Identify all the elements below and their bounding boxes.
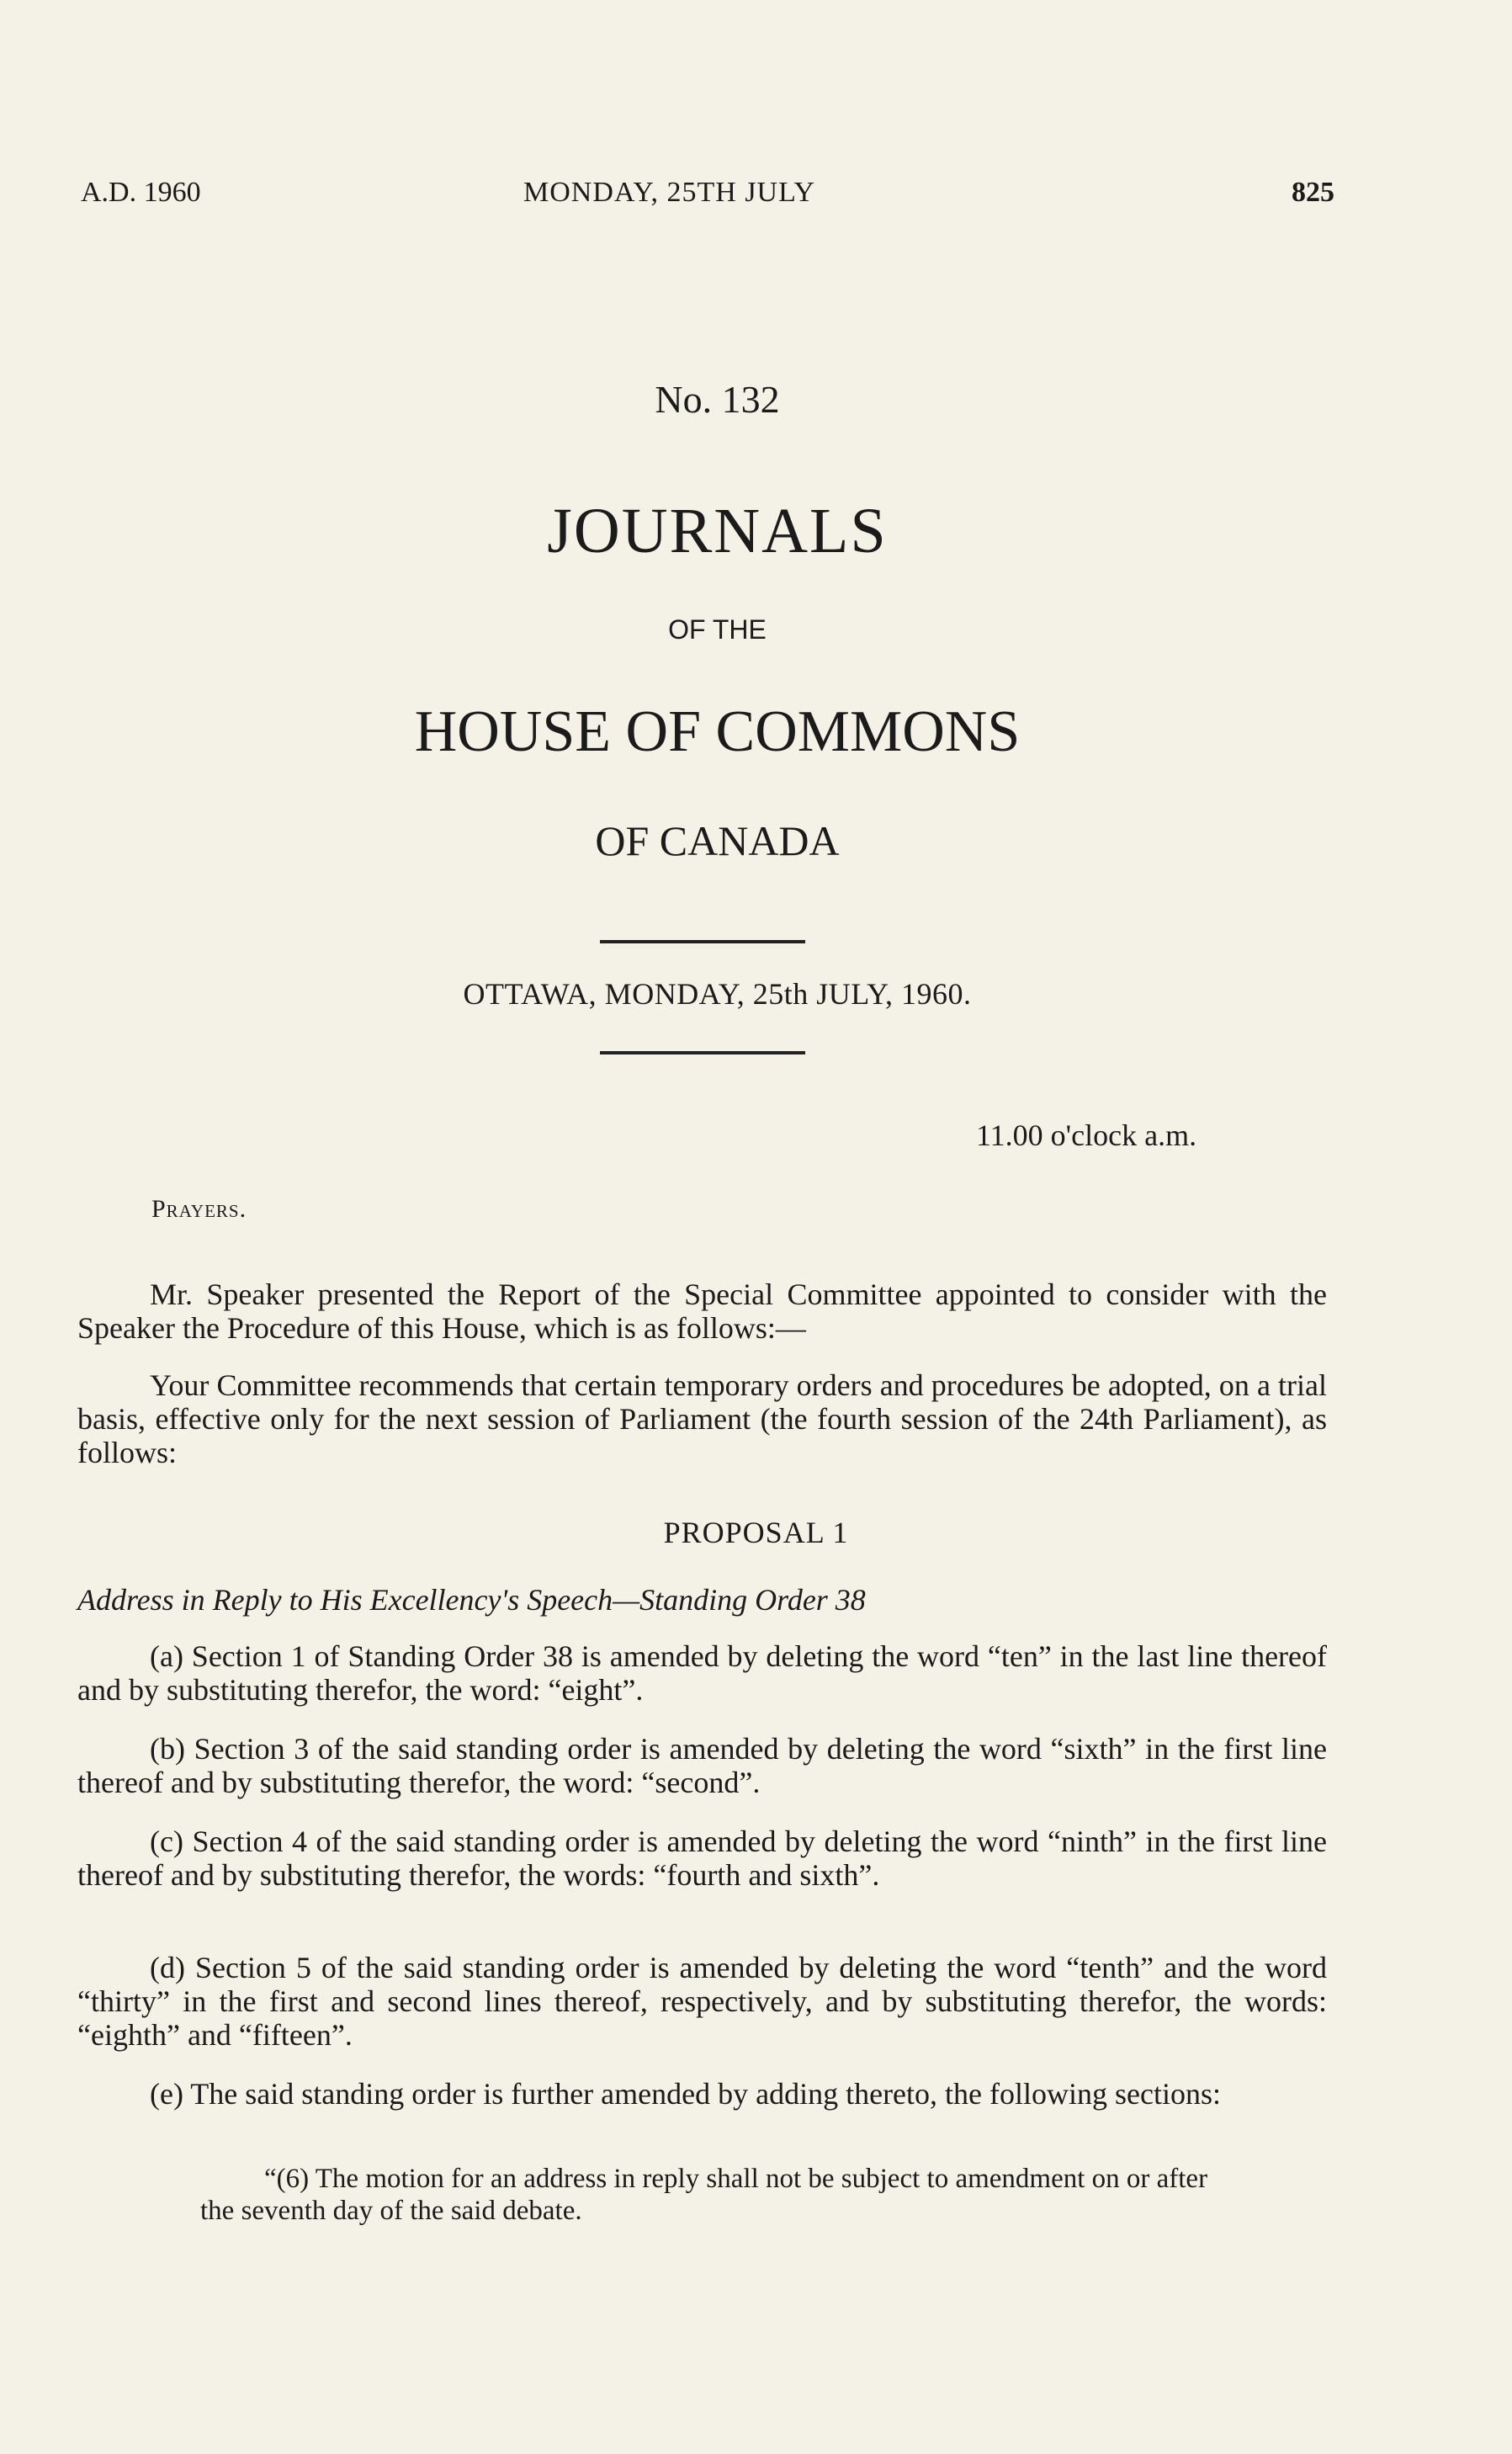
journal-title: JOURNALS [547, 496, 888, 566]
title-of-canada: OF CANADA [595, 817, 840, 864]
dateline: OTTAWA, MONDAY, 25th JULY, 1960. [463, 977, 972, 1011]
quoted-section-text: “(6) The motion for an address in reply shall not be subject to amendment on or after the seventh day of the said debate. [200, 2164, 1208, 2226]
speaker-paragraph: Mr. Speaker presented the Report of the Special Committee appointed to consider with the Speaker the Procedure of this House, which is as follows:— [77, 1277, 1327, 1345]
page-number: 825 [1292, 177, 1334, 208]
house-title: HOUSE OF COMMONS [414, 699, 1021, 764]
amendment-item: (b) Section 3 of the said standing order is amended by deleting the word “sixth” in the first line thereof and by substituting therefor, the word: “second”. [77, 1732, 1327, 1799]
committee-paragraph: Your Committee recommends that certain temporary orders and procedures be adopted, on a trial basis, effective only for the next session of Parliament (the fourth session of the 24th Parliament), as follows: [77, 1368, 1327, 1469]
amendment-item: (e) The said standing order is further amended by adding thereto, the following sections: [150, 2077, 1221, 2111]
proposal-heading: PROPOSAL 1 [663, 1516, 849, 1549]
header-year: A.D. 1960 [81, 177, 201, 208]
running-head [81, 177, 1334, 219]
divider-rule [600, 940, 805, 943]
header-date: MONDAY, 25TH JULY [523, 177, 816, 208]
divider-rule [600, 1051, 805, 1054]
amendment-item: (a) Section 1 of Standing Order 38 is amended by deleting the word “ten” in the last line thereof and by substituting therefor, the word: “eight”. [77, 1639, 1327, 1707]
amendment-item: (d) Section 5 of the said standing order is amended by deleting the word “tenth” and the word “thirty” in the first and second lines thereof, respectively, and by substituting therefor, the words: “eighth” and “fifteen”. [77, 1951, 1327, 2052]
title-of-the: OF THE [668, 614, 767, 645]
prayers-heading: Prayers. [151, 1195, 247, 1223]
quoted-section [200, 2163, 1210, 2227]
sitting-time: 11.00 o'clock a.m. [976, 1118, 1197, 1152]
issue-number: No. 132 [655, 378, 780, 421]
amendment-item: (c) Section 4 of the said standing order is amended by deleting the word “ninth” in the first line thereof and by substituting therefor, the words: “fourth and sixth”. [77, 1825, 1327, 1892]
section-heading: Address in Reply to His Excellency's Speech—Standing Order 38 [77, 1583, 866, 1617]
